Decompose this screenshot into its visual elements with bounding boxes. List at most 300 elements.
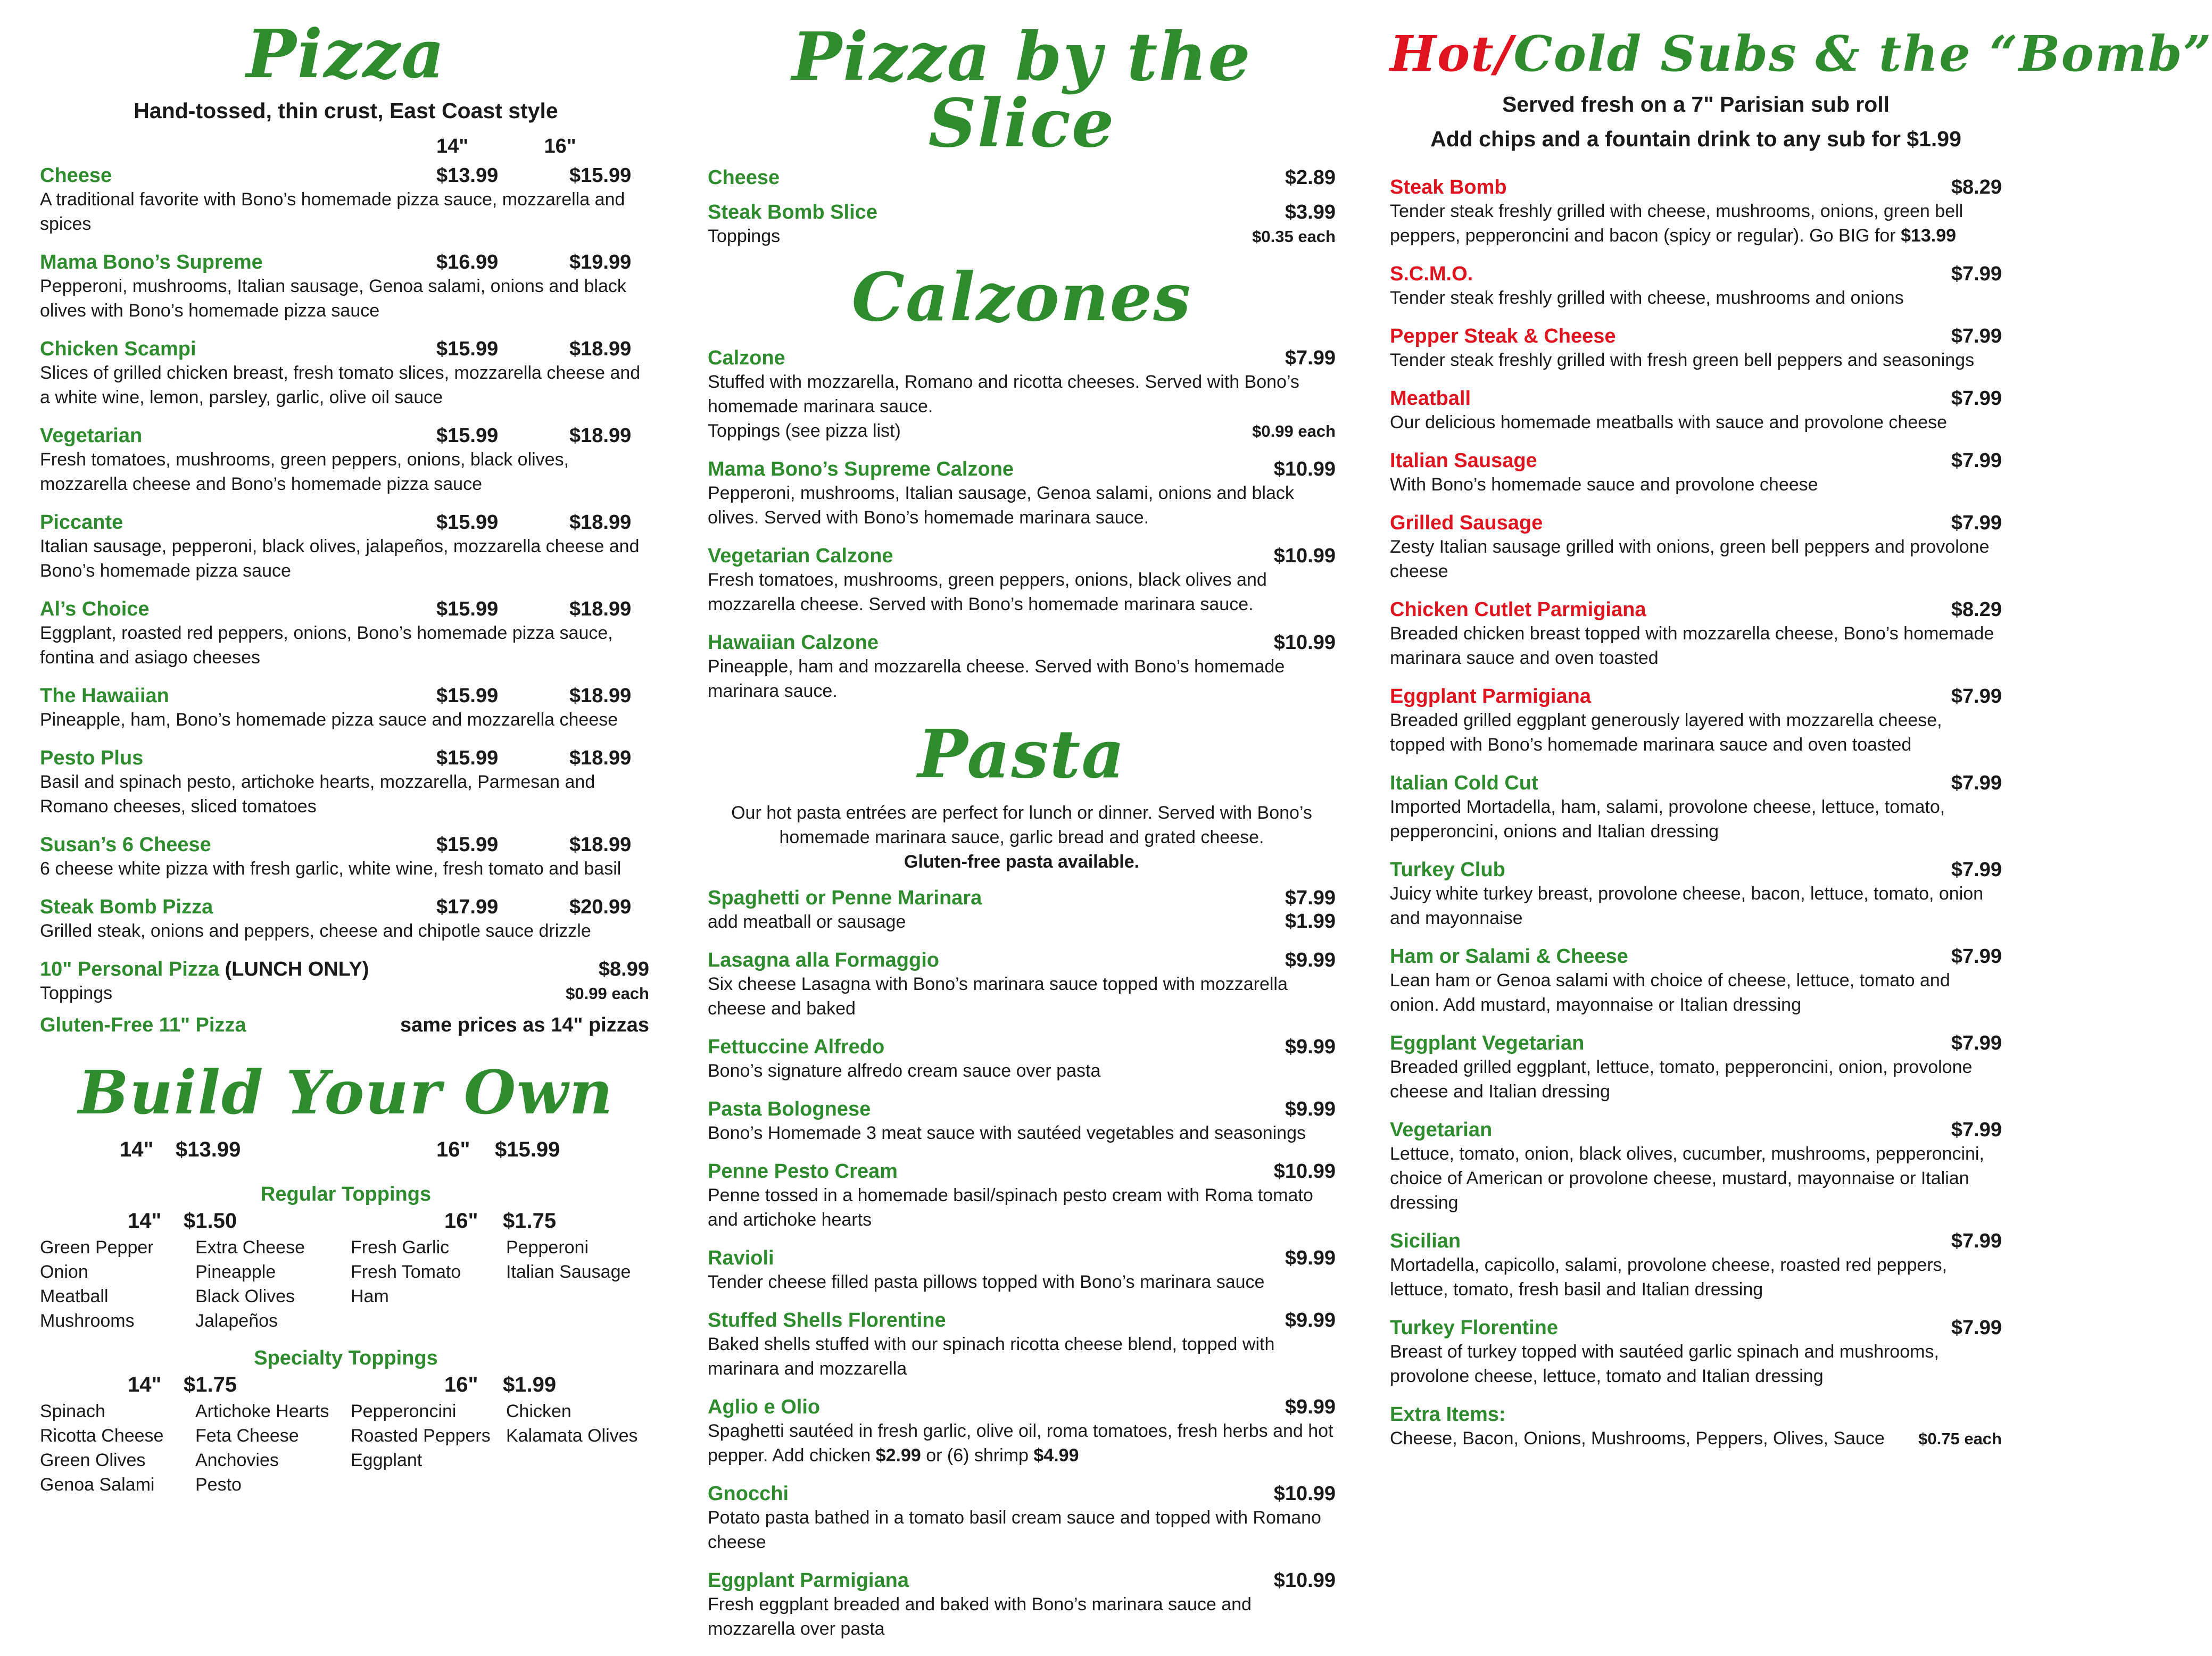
pizza-item-price-16: $15.99	[569, 164, 632, 187]
build-price-14: $13.99	[176, 1138, 241, 1161]
slice-calzone-pasta-column	[708, 0, 1336, 1656]
pizza-item-price-14: $15.99	[436, 338, 499, 360]
menu-item-name: Meatball	[1390, 387, 1471, 410]
subs-column	[1390, 0, 2212, 1466]
pizza-item-desc: Basil and spinach pesto, artichoke hearts, mozzarella, Parmesan and Romano cheeses, sliced tomatoes	[40, 772, 595, 817]
menu-item-row	[708, 545, 1336, 568]
pizza-item-price-16: $18.99	[569, 338, 632, 360]
topping-item: Fresh Tomato	[351, 1262, 461, 1282]
calzone-desc: Stuffed with mozzarella, Romano and ricotta cheeses. Served with Bono’s homemade marinara sauce.	[708, 372, 1299, 417]
pizza-item-price-14: $15.99	[436, 511, 499, 534]
pizza-item-desc: Eggplant, roasted red peppers, onions, Bono’s homemade pizza sauce, fontina and asiago cheeses	[40, 623, 613, 668]
menu-item-name: Vegetarian Calzone	[708, 545, 893, 567]
menu-item-row	[1390, 1230, 2002, 1253]
calzone-toppings-label: Toppings (see pizza list)	[708, 421, 901, 441]
menu-item-row	[708, 1160, 1336, 1183]
calzone-toppings-price: $0.99 each	[1252, 422, 1336, 440]
topping-column	[351, 1235, 506, 1333]
slice-cheese-price: $2.89	[1285, 167, 1336, 189]
menu-item-desc: Baked shells stuffed with our spinach ricotta cheese blend, topped with marinara and mozzarella	[708, 1334, 1275, 1379]
pasta-gluten-note: Gluten-free pasta available.	[904, 852, 1140, 872]
menu-item	[1390, 945, 2002, 1017]
menu-item-price: $7.99	[1951, 450, 2002, 472]
calzone-item	[708, 347, 1336, 443]
pizza-item-price-16: $20.99	[569, 896, 632, 918]
pizza-item-name: Cheese	[40, 164, 112, 187]
pizza-item-price-16: $19.99	[569, 251, 632, 273]
menu-item-name: Ham or Salami & Cheese	[1390, 945, 1628, 968]
topping-item: Pesto	[195, 1475, 242, 1495]
topping-item: Ricotta Cheese	[40, 1426, 164, 1446]
extra-items-list: Cheese, Bacon, Onions, Mushrooms, Peppers, Olives, Sauce	[1390, 1428, 1885, 1449]
build-title: Build Your Own	[78, 1058, 614, 1128]
topping-item: Roasted Peppers	[351, 1426, 491, 1446]
pizza-item	[40, 338, 652, 410]
menu-item	[708, 1160, 1336, 1232]
steak-bomb-desc-text: Tender steak freshly grilled with cheese, mushrooms, onions, green bell peppers, pepperoncini and bacon (spicy or regular). Go BIG for	[1390, 201, 1964, 246]
pizza-item-name: The Hawaiian	[40, 685, 169, 707]
pizza-item-row	[40, 834, 652, 856]
pizza-item	[40, 511, 652, 583]
topping-item: Feta Cheese	[195, 1426, 299, 1446]
topping-item: Spinach	[40, 1401, 105, 1421]
topping-column	[40, 1235, 195, 1333]
menu-item-desc: Lettuce, tomato, onion, black olives, cucumber, mushrooms, pepperoncini, choice of American or provolone cheese, mustard, mayonnaise or Italian dressing	[1390, 1144, 1984, 1213]
menu-item-desc: Pineapple, ham and mozzarella cheese. Served with Bono’s homemade marinara sauce.	[708, 656, 1285, 701]
pizza-item-desc: Grilled steak, onions and peppers, cheese and chipotle sauce drizzle	[40, 921, 591, 941]
pizza-item-name: Chicken Scampi	[40, 338, 196, 360]
topping-column	[506, 1235, 661, 1333]
hot-subs-list	[1390, 263, 2002, 757]
menu-item	[1390, 325, 2002, 372]
pasta-list-2	[708, 1483, 1336, 1641]
menu-item-price: $7.99	[1951, 512, 2002, 534]
steak-bomb-big-price: $13.99	[1901, 226, 1957, 246]
topping-item: Kalamata Olives	[506, 1426, 638, 1446]
topping-item: Pineapple	[195, 1262, 276, 1282]
pizza-item-price-14: $13.99	[436, 164, 499, 187]
menu-item-row	[708, 1569, 1336, 1592]
menu-item-row	[1390, 263, 2002, 286]
calzones-title: Calzones	[851, 259, 1192, 336]
pizza-item-row	[40, 896, 652, 919]
subs-add-chips: Add chips and a fountain drink to any sub for $1.99	[1430, 127, 1961, 151]
build-price-16: $15.99	[495, 1138, 560, 1161]
marinara-price: $7.99	[1285, 887, 1336, 909]
personal-pizza-note: (LUNCH ONLY)	[225, 958, 369, 980]
calzone-price: $7.99	[1285, 347, 1336, 369]
regular-toppings-list	[40, 1235, 652, 1333]
pizza-item-row	[40, 685, 652, 708]
menu-item-row	[1390, 387, 2002, 410]
pasta-marinara	[708, 887, 1336, 934]
menu-item-price: $10.99	[1273, 1160, 1336, 1183]
menu-item-price: $8.29	[1951, 598, 2002, 621]
pizza-item	[40, 164, 652, 236]
menu-item-name: Ravioli	[708, 1247, 774, 1269]
subs-title	[1390, 25, 2212, 82]
menu-item	[1390, 263, 2002, 310]
regular-size-14: 14"	[128, 1209, 162, 1233]
pizza-title: Pizza	[246, 15, 446, 93]
menu-item-desc: Penne tossed in a homemade basil/spinach pesto cream with Roma tomato and artichoke hearts	[708, 1185, 1313, 1230]
menu-item-row	[708, 1098, 1336, 1121]
extra-items-price: $0.75 each	[1918, 1429, 2002, 1448]
regular-toppings-prices	[128, 1209, 652, 1233]
pizza-item	[40, 425, 652, 496]
menu-item-price: $7.99	[1951, 859, 2002, 881]
menu-item-desc: Juicy white turkey breast, provolone cheese, bacon, lettuce, tomato, onion and mayonnaise	[1390, 884, 1984, 928]
menu-item-price: $10.99	[1273, 458, 1336, 480]
menu-item	[1390, 859, 2002, 930]
topping-column	[506, 1399, 661, 1497]
specialty-price-14: $1.75	[184, 1373, 237, 1396]
menu-item-name: Chicken Cutlet Parmigiana	[1390, 598, 1646, 621]
menu-item	[708, 1483, 1336, 1554]
menu-item-row	[1390, 512, 2002, 535]
menu-item-desc: Fresh eggplant breaded and baked with Bono’s marinara sauce and mozzarella over pasta	[708, 1594, 1252, 1639]
regular-price-14: $1.50	[184, 1209, 237, 1233]
pizza-item-desc: 6 cheese white pizza with fresh garlic, white wine, fresh tomato and basil	[40, 859, 622, 879]
slice-title: Pizza by the Slice	[792, 18, 1252, 162]
specialty-toppings-heading: Specialty Toppings	[254, 1347, 438, 1369]
menu-item-name: Eggplant Parmigiana	[708, 1569, 909, 1592]
menu-item-name: Stuffed Shells Florentine	[708, 1309, 946, 1332]
calzone-list	[708, 458, 1336, 703]
topping-item: Mushrooms	[40, 1311, 135, 1331]
pizza-item-price-16: $18.99	[569, 511, 632, 534]
menu-item-row	[708, 1247, 1336, 1270]
steak-bomb-price: $8.29	[1951, 176, 2002, 198]
topping-item: Italian Sausage	[506, 1262, 631, 1282]
pizza-item-desc: Fresh tomatoes, mushrooms, green peppers, onions, black olives, mozzarella cheese and Bono’s homemade pizza sauce	[40, 450, 569, 494]
menu-item-price: $9.99	[1285, 1247, 1336, 1269]
menu-item-price: $9.99	[1285, 1309, 1336, 1332]
menu-item-price: $9.99	[1285, 949, 1336, 971]
topping-column	[351, 1399, 506, 1497]
menu-item-name: Mama Bono’s Supreme Calzone	[708, 458, 1014, 480]
menu-item-name: Penne Pesto Cream	[708, 1160, 898, 1183]
topping-column	[40, 1399, 195, 1497]
menu-item-price: $9.99	[1285, 1098, 1336, 1120]
pizza-item-desc: Pineapple, ham, Bono’s homemade pizza sauce and mozzarella cheese	[40, 710, 618, 730]
topping-item: Green Olives	[40, 1450, 146, 1470]
pizza-item-name: Pesto Plus	[40, 747, 144, 769]
menu-item-name: Sicilian	[1390, 1230, 1461, 1252]
topping-item: Onion	[40, 1262, 88, 1282]
pizza-item-name: Susan’s 6 Cheese	[40, 834, 211, 856]
menu-item	[1390, 685, 2002, 757]
menu-item-desc: Mortadella, capicollo, salami, provolone cheese, roasted red peppers, lettuce, tomato, fresh basil and Italian dressing	[1390, 1255, 1948, 1300]
aglio-shrimp-price: $4.99	[1033, 1445, 1079, 1466]
pizza-item	[40, 834, 652, 881]
menu-item-price: $10.99	[1273, 631, 1336, 654]
personal-toppings-price: $0.99 each	[566, 984, 649, 1003]
subs-title-rest: Cold Subs & the “Bomb”	[1513, 25, 2212, 82]
menu-item-desc: Pepperoni, mushrooms, Italian sausage, Genoa salami, onions and black olives. Served with Bono’s homemade marinara sauce.	[708, 483, 1294, 528]
personal-pizza	[40, 958, 652, 1005]
personal-pizza-price: $8.99	[598, 958, 649, 980]
pizza-item-name: Piccante	[40, 511, 123, 534]
menu-item-name: Grilled Sausage	[1390, 512, 1543, 534]
menu-item-desc: Six cheese Lasagna with Bono’s marinara sauce topped with mozzarella cheese and baked	[708, 974, 1288, 1019]
slice-steak-price: $3.99	[1285, 201, 1336, 223]
topping-item: Anchovies	[195, 1450, 279, 1470]
menu-item-price: $7.99	[1951, 685, 2002, 708]
topping-item: Black Olives	[195, 1286, 295, 1307]
menu-item-name: Lasagna alla Formaggio	[708, 949, 939, 971]
menu-item	[1390, 512, 2002, 584]
menu-item-desc: Bono’s signature alfredo cream sauce over pasta	[708, 1061, 1101, 1081]
menu-item-desc: Breast of turkey topped with sautéed garlic spinach and mushrooms, provolone cheese, lettuce, tomato and Italian dressing	[1390, 1342, 1939, 1386]
pizza-item-price-14: $15.99	[436, 834, 499, 856]
menu-item-desc: Our delicious homemade meatballs with sauce and provolone cheese	[1390, 412, 1948, 432]
slice-toppings-price: $0.35 each	[1252, 227, 1336, 246]
topping-item: Pepperoncini	[351, 1401, 457, 1421]
menu-item-desc: Lean ham or Genoa salami with choice of cheese, lettuce, tomato and onion. Add mustard, mayonnaise or Italian dressing	[1390, 970, 1950, 1015]
specialty-toppings-prices	[128, 1373, 652, 1397]
menu-item-price: $7.99	[1951, 1119, 2002, 1141]
menu-item-row	[1390, 325, 2002, 348]
menu-item	[1390, 1317, 2002, 1388]
pizza-item-desc: Pepperoni, mushrooms, Italian sausage, Genoa salami, onions and black olives with Bono’s homemade pizza sauce	[40, 276, 626, 321]
menu-item-name: Gnocchi	[708, 1483, 789, 1505]
marinara-add-price: $1.99	[1285, 910, 1336, 933]
aglio-price: $9.99	[1285, 1396, 1336, 1418]
topping-item: Meatball	[40, 1286, 109, 1307]
menu-item	[1390, 450, 2002, 497]
topping-item: Fresh Garlic	[351, 1237, 450, 1258]
menu-item-row	[708, 1309, 1336, 1332]
menu-item-desc: Potato pasta bathed in a tomato basil cream sauce and topped with Romano cheese	[708, 1508, 1321, 1552]
menu-item-name: Pepper Steak & Cheese	[1390, 325, 1616, 347]
personal-pizza-name: 10" Personal Pizza	[40, 958, 219, 980]
specialty-toppings-list	[40, 1399, 652, 1497]
slice-steak-name: Steak Bomb Slice	[708, 201, 877, 223]
menu-item-desc: Zesty Italian sausage grilled with onions, green bell peppers and provolone cheese	[1390, 537, 1990, 581]
menu-item-row	[1390, 450, 2002, 472]
pizza-item-row	[40, 251, 652, 274]
pasta-aglio	[708, 1396, 1336, 1468]
menu-item-row	[708, 631, 1336, 654]
pizza-item-price-14: $15.99	[436, 425, 499, 447]
specialty-size-14: 14"	[128, 1373, 162, 1396]
sub-steak-bomb	[1390, 176, 2002, 248]
cold-subs-list	[1390, 772, 2002, 1388]
menu-item	[708, 1247, 1336, 1294]
menu-item-price: $9.99	[1285, 1036, 1336, 1058]
menu-item-row	[708, 949, 1336, 972]
menu-item-price: $7.99	[1951, 1032, 2002, 1054]
menu-item-name: S.C.M.O.	[1390, 263, 1473, 285]
pizza-item	[40, 598, 652, 670]
pizza-item-row	[40, 747, 652, 770]
menu-item-name: Turkey Florentine	[1390, 1317, 1559, 1339]
menu-item-name: Pasta Bolognese	[708, 1098, 871, 1120]
menu-item-desc: Bono’s Homemade 3 meat sauce with sautéed vegetables and seasonings	[708, 1123, 1306, 1143]
pizza-item-price-14: $15.99	[436, 598, 499, 620]
menu-item	[708, 545, 1336, 617]
menu-item-name: Hawaiian Calzone	[708, 631, 879, 654]
pizza-item-row	[40, 425, 652, 447]
menu-item	[1390, 1119, 2002, 1215]
calzone-name: Calzone	[708, 347, 785, 369]
menu-item-name: Turkey Club	[1390, 859, 1505, 881]
topping-item: Extra Cheese	[195, 1237, 305, 1258]
build-size-14: 14"	[120, 1138, 154, 1161]
menu-item	[708, 1036, 1336, 1083]
pizza-item-price-14: $17.99	[436, 896, 499, 918]
steak-bomb-name: Steak Bomb	[1390, 176, 1507, 198]
menu-item-row	[1390, 1119, 2002, 1142]
steak-bomb-desc	[1390, 199, 2002, 248]
pizza-item-row	[40, 511, 652, 534]
subs-served: Served fresh on a 7" Parisian sub roll	[1502, 92, 1890, 116]
marinara-name: Spaghetti or Penne Marinara	[708, 887, 982, 909]
menu-item-desc: With Bono’s homemade sauce and provolone cheese	[1390, 475, 1818, 495]
topping-item: Artichoke Hearts	[195, 1401, 329, 1421]
menu-item-row	[1390, 772, 2002, 795]
menu-item	[708, 1309, 1336, 1381]
personal-toppings-label: Toppings	[40, 983, 113, 1003]
menu-item-row	[1390, 1032, 2002, 1055]
menu-item-name: Eggplant Vegetarian	[1390, 1032, 1585, 1054]
subs-title-hot: Hot/	[1390, 25, 1514, 82]
pizza-item-desc: Slices of grilled chicken breast, fresh tomato slices, mozzarella cheese and a white wine, lemon, parsley, garlic, olive oil sauce	[40, 363, 641, 407]
menu-item-row	[708, 458, 1336, 481]
menu-item-price: $7.99	[1951, 772, 2002, 794]
menu-item-desc: Tender steak freshly grilled with cheese, mushrooms and onions	[1390, 288, 1904, 308]
menu-item-name: Fettuccine Alfredo	[708, 1036, 885, 1058]
extra-items-label: Extra Items:	[1390, 1403, 1506, 1426]
menu-item-name: Vegetarian	[1390, 1119, 1493, 1141]
pizza-item-price-16: $18.99	[569, 425, 632, 447]
topping-item: Ham	[351, 1286, 389, 1307]
gluten-free-name: Gluten-Free 11" Pizza	[40, 1014, 246, 1036]
pizza-column	[40, 0, 652, 1497]
menu-item-price: $7.99	[1951, 945, 2002, 968]
menu-item-desc: Tender cheese filled pasta pillows topped with Bono’s marinara sauce	[708, 1272, 1265, 1292]
topping-column	[195, 1399, 351, 1497]
slice-steak-bomb	[708, 201, 1336, 248]
menu-item-row	[1390, 1317, 2002, 1339]
pizza-item-price-14: $15.99	[436, 747, 499, 769]
gluten-free-pizza	[40, 1014, 652, 1037]
pizza-item-price-14: $15.99	[436, 685, 499, 707]
menu-item-price: $10.99	[1273, 1483, 1336, 1505]
menu-item	[708, 1098, 1336, 1145]
menu-item-row	[708, 1036, 1336, 1059]
specialty-price-16: $1.99	[503, 1373, 557, 1396]
pizza-item-row	[40, 338, 652, 361]
pizza-subtitle: Hand-tossed, thin crust, East Coast style	[134, 98, 558, 123]
menu-item	[708, 1569, 1336, 1641]
gluten-free-note: same prices as 14" pizzas	[400, 1014, 649, 1036]
build-size-16: 16"	[436, 1138, 470, 1161]
pizza-item-price-16: $18.99	[569, 685, 632, 707]
pasta-intro: Our hot pasta entrées are perfect for lunch or dinner. Served with Bono’s homemade marinara sauce, garlic bread and grated cheese.	[731, 803, 1312, 847]
slice-cheese	[708, 167, 1336, 189]
pizza-item-price-16: $18.99	[569, 834, 632, 856]
menu-item	[1390, 772, 2002, 844]
menu-item-price: $7.99	[1951, 387, 2002, 410]
pizza-item-name: Vegetarian	[40, 425, 143, 447]
topping-item: Pepperoni	[506, 1237, 589, 1258]
aglio-name: Aglio e Olio	[708, 1396, 821, 1418]
regular-size-16: 16"	[444, 1209, 478, 1233]
slice-toppings-label: Toppings	[708, 226, 781, 246]
menu-item-row	[1390, 598, 2002, 621]
regular-toppings-heading: Regular Toppings	[260, 1183, 432, 1205]
pizza-item-price-16: $18.99	[569, 598, 632, 620]
menu-item	[1390, 1032, 2002, 1104]
pizza-list	[40, 164, 652, 943]
topping-item: Eggplant	[351, 1450, 422, 1470]
menu-item-desc: Fresh tomatoes, mushrooms, green peppers, onions, black olives and mozzarella cheese. Served with Bono’s homemade marinara sauce.	[708, 570, 1267, 614]
pizza-item-name: Mama Bono’s Supreme	[40, 251, 263, 273]
menu-item-row	[1390, 945, 2002, 968]
size-14-label: 14"	[436, 135, 469, 157]
aglio-desc-text: Spaghetti sautéed in fresh garlic, olive oil, roma tomatoes, fresh herbs and hot pepper. Add chicken	[708, 1421, 1333, 1466]
menu-item-desc: Breaded grilled eggplant, lettuce, tomato, pepperoncini, onion, provolone cheese and Italian dressing	[1390, 1057, 1973, 1102]
extra-items	[1390, 1403, 2002, 1451]
pizza-item-row	[40, 598, 652, 621]
menu-item	[708, 458, 1336, 530]
pizza-item-desc: Italian sausage, pepperoni, black olives, jalapeños, mozzarella cheese and Bono’s homemade pizza sauce	[40, 536, 640, 581]
regular-price-16: $1.75	[503, 1209, 557, 1233]
marinara-add: add meatball or sausage	[708, 912, 906, 932]
menu-item-desc: Imported Mortadella, ham, salami, provolone cheese, lettuce, tomato, pepperoncini, onions and Italian dressing	[1390, 797, 1945, 842]
topping-column	[195, 1235, 351, 1333]
menu-item-desc: Breaded chicken breast topped with mozzarella cheese, Bono’s homemade marinara sauce and oven toasted	[1390, 623, 1994, 668]
pizza-item	[40, 251, 652, 323]
topping-item: Green Pepper	[40, 1237, 154, 1258]
menu-item-row	[708, 1483, 1336, 1505]
specialty-size-16: 16"	[444, 1373, 478, 1396]
menu-item	[1390, 598, 2002, 670]
menu-item	[1390, 387, 2002, 435]
topping-item: Jalapeños	[195, 1311, 278, 1331]
pasta-list	[708, 949, 1336, 1381]
menu-item	[708, 631, 1336, 703]
slice-cheese-name: Cheese	[708, 167, 780, 189]
menu-item-price: $10.99	[1273, 1569, 1336, 1592]
menu-item-price: $7.99	[1951, 263, 2002, 285]
pizza-item-name: Steak Bomb Pizza	[40, 896, 213, 918]
menu-item-row	[1390, 685, 2002, 708]
menu-item-desc: Breaded grilled eggplant generously layered with mozzarella cheese, topped with Bono’s homemade marinara sauce and oven toasted	[1390, 710, 1942, 755]
pizza-item	[40, 747, 652, 819]
menu-item-row	[1390, 859, 2002, 881]
pizza-item-price-14: $16.99	[436, 251, 499, 273]
pizza-item-price-16: $18.99	[569, 747, 632, 769]
pizza-item-desc: A traditional favorite with Bono’s homemade pizza sauce, mozzarella and spices	[40, 189, 625, 234]
menu-item-price: $7.99	[1951, 1230, 2002, 1252]
pizza-item	[40, 896, 652, 943]
aglio-chicken-price: $2.99	[875, 1445, 921, 1466]
menu-item-name: Eggplant Parmigiana	[1390, 685, 1591, 708]
build-base-prices	[120, 1138, 652, 1162]
menu-item-price: $7.99	[1951, 325, 2002, 347]
aglio-or: or (6) shrimp	[926, 1445, 1029, 1466]
pizza-item-name: Al’s Choice	[40, 598, 150, 620]
size-16-label: 16"	[544, 135, 576, 157]
menu-item	[1390, 1230, 2002, 1302]
topping-item: Chicken	[506, 1401, 571, 1421]
pasta-title: Pasta	[917, 715, 1126, 793]
menu-item-desc: Tender steak freshly grilled with fresh green bell peppers and seasonings	[1390, 350, 1975, 370]
topping-item: Genoa Salami	[40, 1475, 155, 1495]
